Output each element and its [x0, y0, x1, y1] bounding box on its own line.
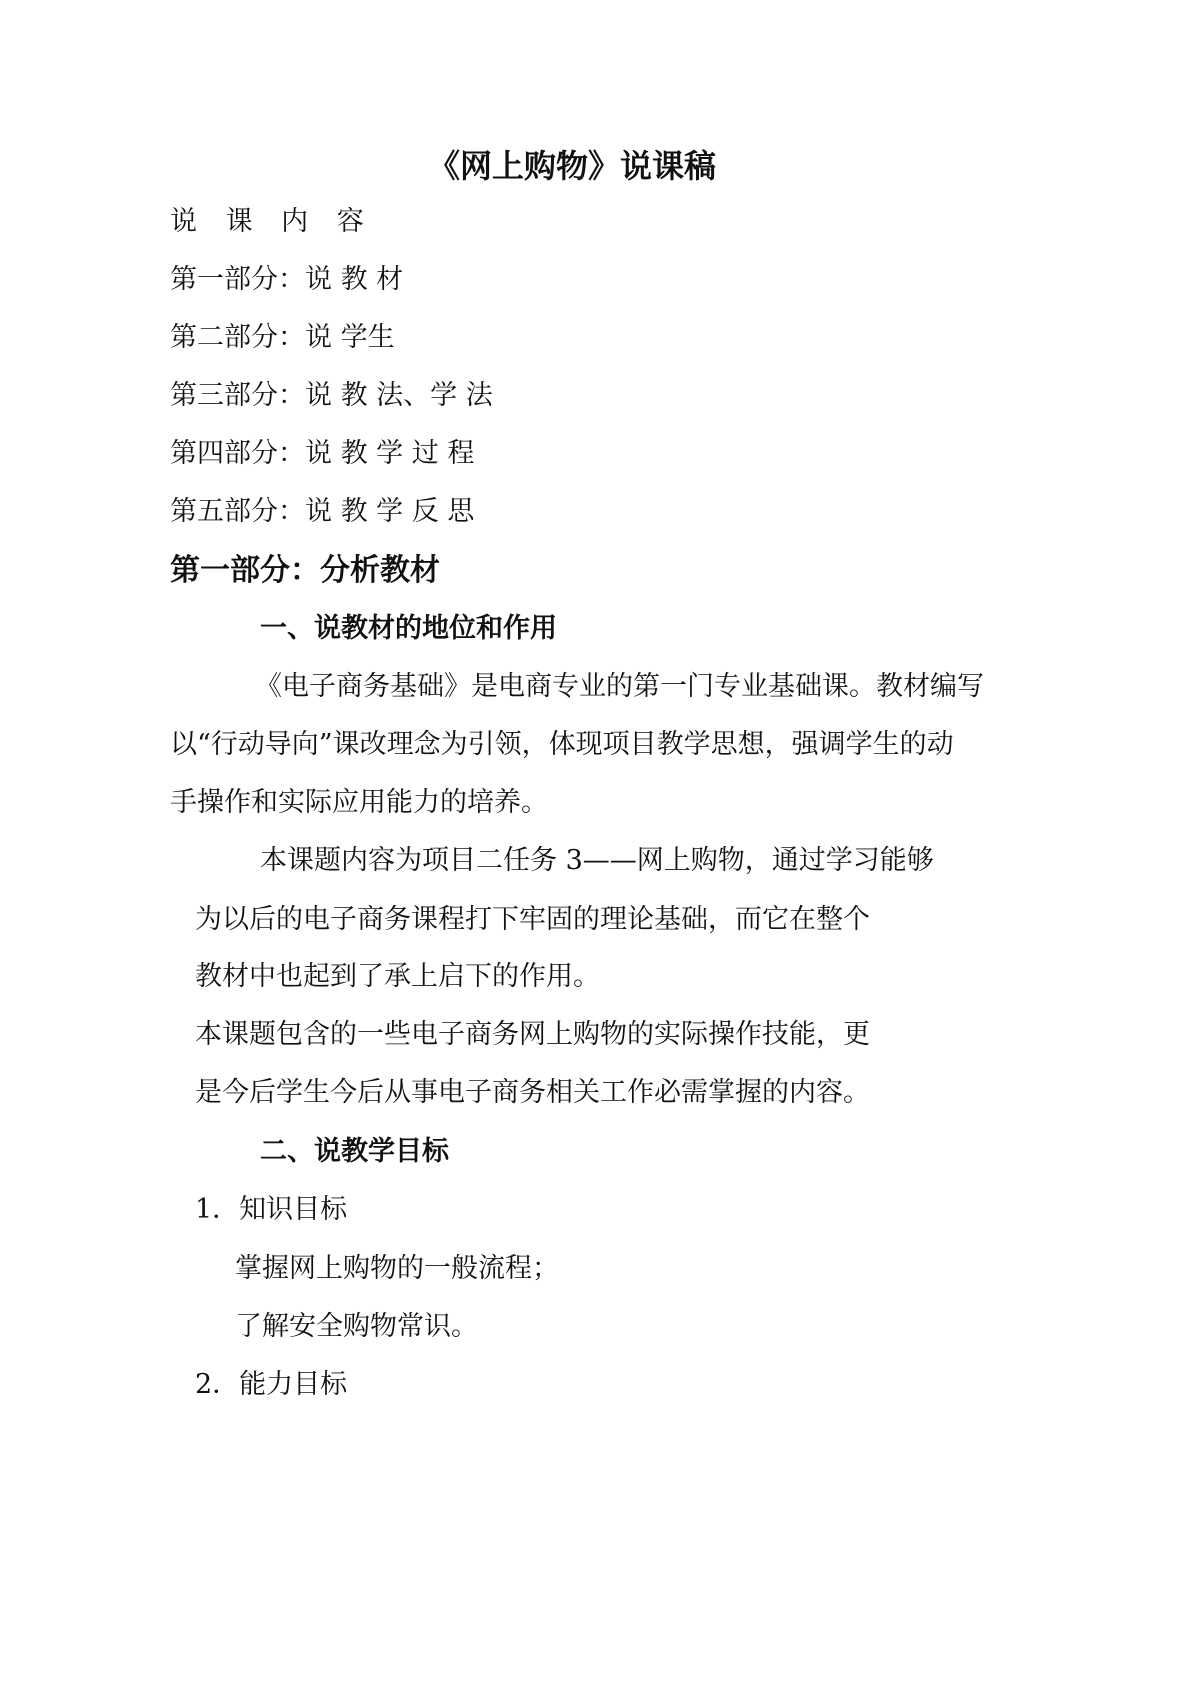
outline-item: 第一部分：说 教 材 [170, 264, 404, 295]
outline-item: 第四部分：说 教 学 过 程 [170, 438, 475, 469]
outline-item: 第五部分：说 教 学 反 思 [170, 496, 475, 527]
paragraph-line: 《电子商务基础》是电商专业的第一门专业基础课。教材编写 [255, 671, 984, 702]
goal-item: 掌握网上购物的一般流程； [235, 1253, 559, 1284]
document-title: 《网上购物》说课稿 [428, 147, 717, 185]
paragraph-line: 教材中也起到了承上启下的作用。 [195, 961, 600, 992]
paragraph-line: 是今后学生今后从事电子商务相关工作必需掌握的内容。 [195, 1077, 870, 1108]
goal-item: 了解安全购物常识。 [235, 1311, 478, 1342]
section2-heading: 二、说教学目标 [260, 1136, 449, 1167]
paragraph-line: 手操作和实际应用能力的培养。 [170, 787, 548, 818]
outline-item: 第二部分：说 学生 [170, 322, 395, 353]
part1-heading: 第一部分：分析教材 [170, 553, 440, 588]
paragraph-line: 为以后的电子商务课程打下牢固的理论基础，而它在整个 [195, 904, 870, 935]
paragraph-line: 以“行动导向”课改理念为引领，体现项目教学思想，强调学生的动 [170, 729, 954, 760]
goal-label: 2．能力目标 [195, 1369, 348, 1400]
outline-heading: 说 课 内 容 [170, 206, 374, 237]
section1-heading: 一、说教材的地位和作用 [260, 613, 557, 644]
paragraph-line: 本课题包含的一些电子商务网上购物的实际操作技能，更 [195, 1019, 870, 1050]
outline-item: 第三部分：说 教 法、学 法 [170, 380, 493, 411]
paragraph-line: 本课题内容为项目二任务 3——网上购物，通过学习能够 [260, 845, 934, 876]
goal-label: 1．知识目标 [195, 1194, 348, 1225]
